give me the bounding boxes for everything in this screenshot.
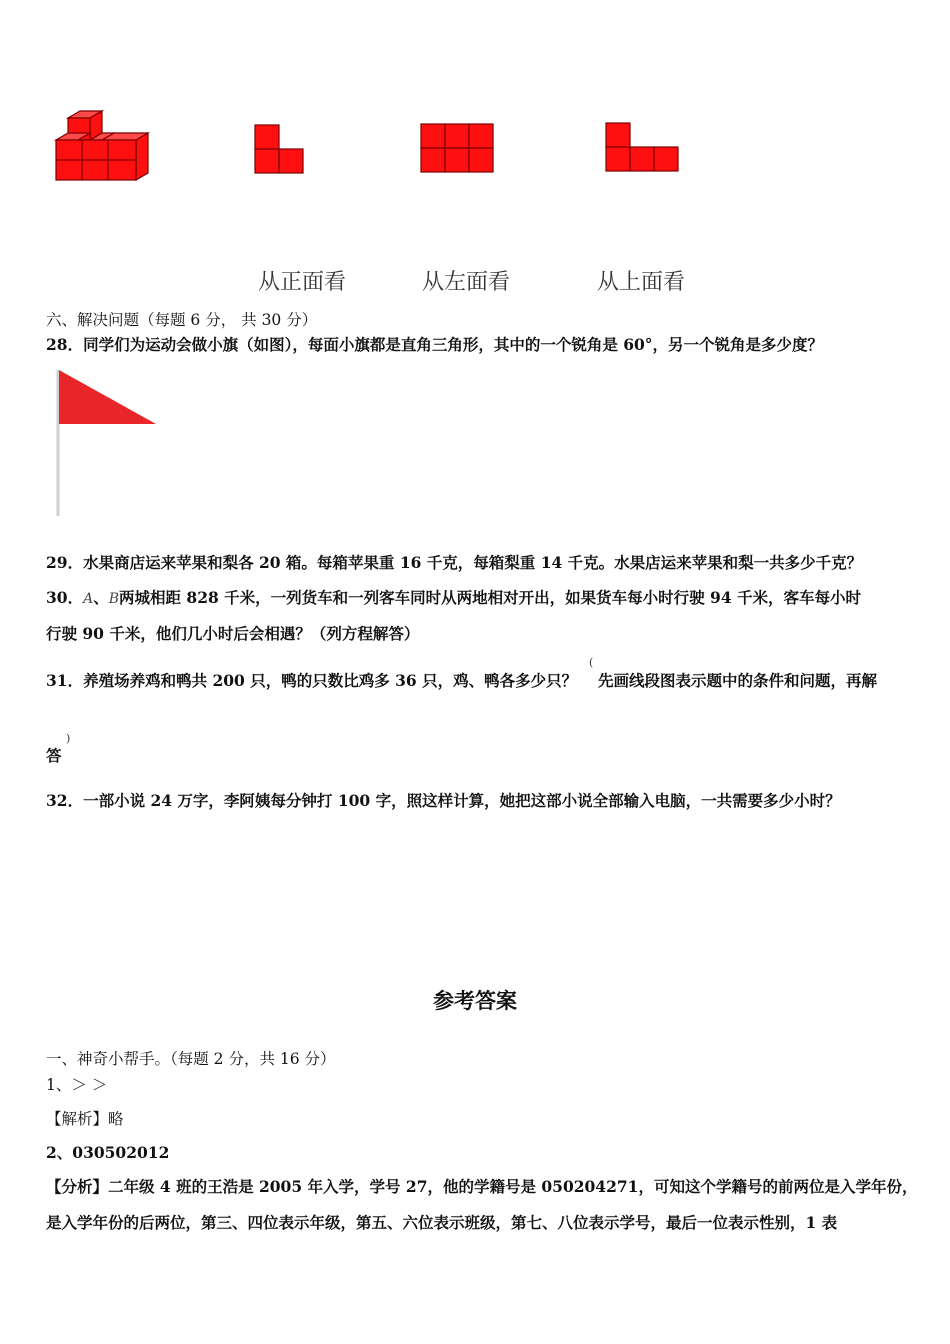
question-30 [46, 587, 861, 610]
section-6-heading: 六、解决问题（每题 6 分， 共 30 分） [46, 311, 318, 329]
top-view-figure [605, 122, 681, 174]
answer-1: 1、＞ ＞ [46, 1076, 108, 1094]
question-31-line2: 答 [46, 746, 62, 765]
answers-section-1: 一、神奇小帮手。（每题 2 分，共 16 分） [46, 1050, 336, 1068]
question-29: 29．水果商店运来苹果和梨各 20 箱。每箱苹果重 16 千克，每箱梨重 14 千克。水果店运来苹果和梨一共多少千克？ [46, 553, 863, 572]
cube-solid-figure [50, 108, 154, 186]
front-view-label: 从正面看 [258, 270, 347, 295]
question-30-text: 两城相距 828 千米，一列货车和一列客车同时从两地相对开出，如果货车每小时行驶 94 千米，客车每小时 [119, 588, 862, 607]
answer-2-analysis-line2: 是入学年份的后两位，第三、四位表示年级，第五、六位表示班级，第七、八位表示学号，最后一位表示性别，1 表 [46, 1213, 838, 1232]
question-31-close-paren: ) [66, 732, 71, 745]
answers-title: 参考答案 [433, 988, 517, 1013]
question-31-open-paren: ( [589, 656, 594, 669]
question-28: 28．同学们为运动会做小旗（如图），每面小旗都是直角三角形，其中的一个锐角是 60°，另一个锐角是多少度？ [46, 335, 824, 354]
front-view-figure [254, 124, 306, 176]
left-view-figure [420, 123, 496, 175]
question-32: 32．一部小说 24 万字，李阿姨每分钟打 100 字，照这样计算，她把这部小说全部输入电脑，一共需要多少小时？ [46, 791, 841, 810]
question-31: 31．养殖场养鸡和鸭共 200 只，鸭的只数比鸡多 36 只，鸡、鸭各多少只？ [46, 671, 578, 690]
left-view-label: 从左面看 [422, 270, 511, 295]
city-a-label: A [83, 591, 94, 607]
question-30-line2: 行驶 90 千米，他们几小时后会相遇？（列方程解答） [46, 624, 420, 643]
flag-figure [52, 368, 160, 520]
answer-2-analysis-line1: 【分析】二年级 4 班的王浩是 2005 年入学，学号 27，他的学籍号是 050204271，可知这个学籍号的前两位是入学年份， [46, 1177, 918, 1196]
question-30-separator: 、 [93, 588, 109, 607]
question-30-number: 30． [46, 588, 84, 607]
top-view-label: 从上面看 [597, 270, 686, 295]
answer-1-analysis: 【解析】略 [46, 1110, 124, 1128]
answer-2: 2、030502012 [46, 1143, 170, 1162]
city-b-label: B [108, 591, 120, 607]
question-31-note: 先画线段图表示题中的条件和问题，再解 [598, 671, 878, 690]
